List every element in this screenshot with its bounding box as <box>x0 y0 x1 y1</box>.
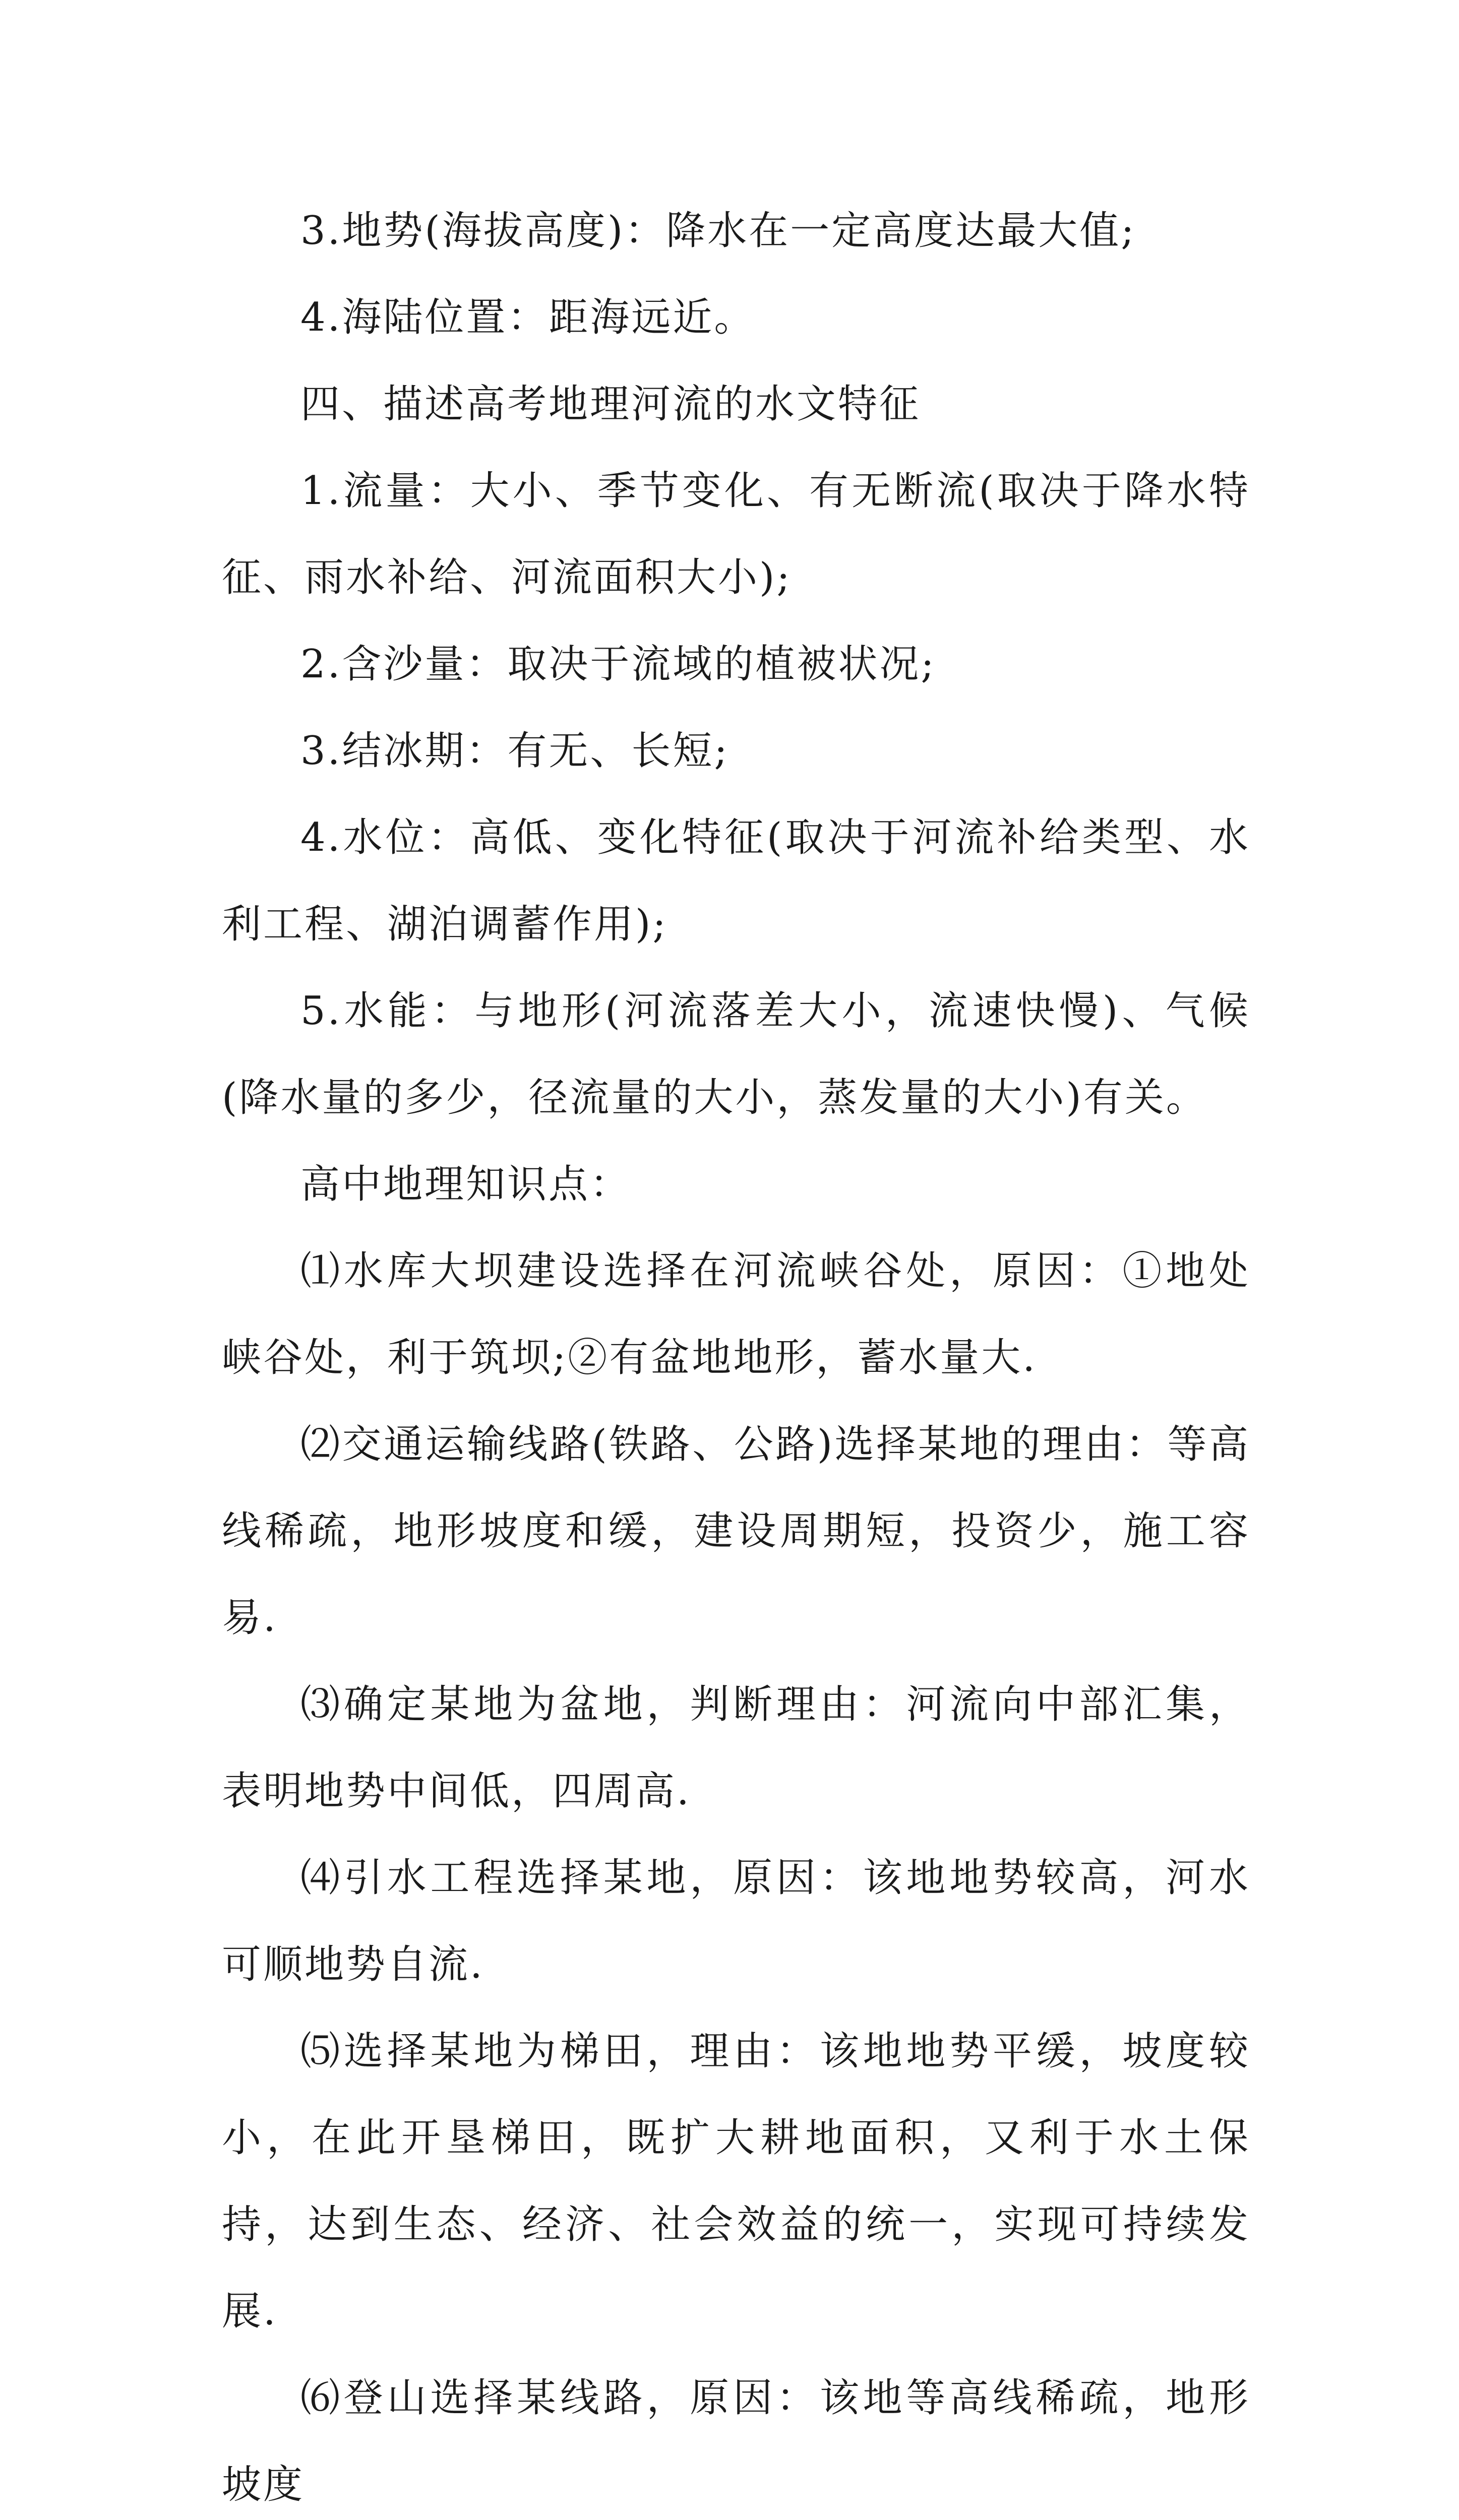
paragraph-transport-route: ⑵交通运输线路(铁路、公路)选择某地的理由：等高线稀疏，地形坡度和缓，建设周期短，投资少，施工容易. <box>222 1422 1250 1641</box>
paragraph-water-diversion: ⑷引水工程选择某地，原因：该地地势较高，河水可顺地势自流. <box>222 1855 1250 1987</box>
paragraph-sediment: 2.含沙量：取决于流域的植被状况; <box>300 642 936 687</box>
paragraph-terrain-altitude: 3.地势(海拔高度)：降水在一定高度达最大值; <box>300 208 1136 254</box>
section-heading-knowledge-points: 高中地理知识点： <box>300 1162 632 1207</box>
section-heading-river-hydrology: 四、描述高考地理河流的水文特征 <box>300 382 921 427</box>
paragraph-basin: ⑶确定某地为盆地，判断理由：河流向中部汇集，表明地势中间低，四周高. <box>222 1682 1250 1814</box>
paragraph-terraced-fields: ⑸选择某地为梯田，理由：该地地势平缓，坡度较小，在此开垦梯田，既扩大耕地面积，又利于水土保持，达到生态、经济、社会效益的统一，实现可持续发展. <box>222 2029 1250 2334</box>
paragraph-dam-site: ⑴水库大坝建设选择在河流峡谷处，原因：①地处峡谷处，利于筑坝;②有盆地地形，蓄水量大. <box>222 1248 1250 1380</box>
paragraph-hydropower: 5.水能：与地形(河流落差大小，流速快慢)、气候(降水量的多少，径流量的大小，蒸发量的大小)有关。 <box>222 988 1250 1120</box>
document-body <box>222 187 1250 2520</box>
paragraph-flow-volume: 1.流量：大小、季节变化、有无断流(取决于降水特征、雨水补给、河流面积大小); <box>222 468 1250 600</box>
paragraph-water-level: 4.水位：高低、变化特征(取决于河流补给类型、水利工程、湖泊调蓄作用); <box>222 815 1250 947</box>
paragraph-land-sea-position: 4.海陆位置：距海远近。 <box>300 295 756 340</box>
paragraph-freezing-period: 3.结冰期：有无、长短; <box>300 728 730 774</box>
paragraph-climbing-route: ⑹登山选择某线路，原因：该地等高线稀疏，地形坡度 <box>222 2375 1250 2507</box>
